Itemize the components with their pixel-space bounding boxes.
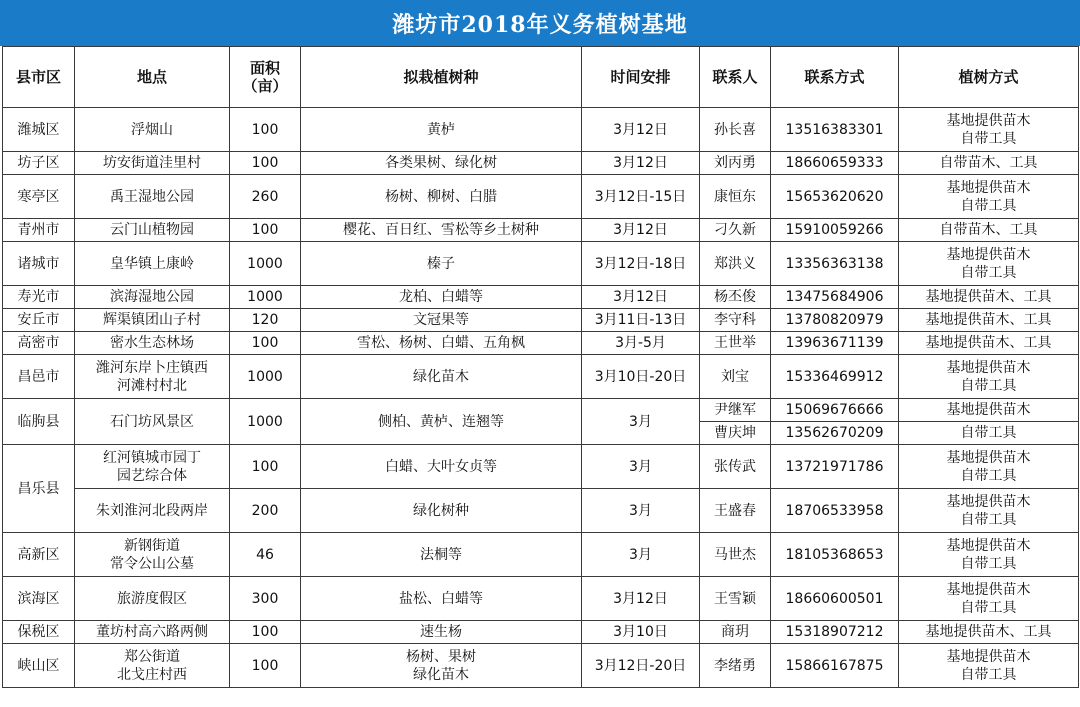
contact-cell: 商玥 [700,621,771,644]
table-row [3,108,1079,152]
county-cell: 昌乐县 [3,445,75,533]
method-cell: 自带苗木、工具 [899,152,1079,175]
planting-base-table [2,46,1079,688]
header-schedule: 时间安排 [582,47,700,108]
species-cell: 速生杨 [301,621,582,644]
header-method: 植树方式 [899,47,1079,108]
header-location: 地点 [75,47,230,108]
method-cell-line: 基地提供苗木 [946,648,1031,665]
method-cell [899,644,1079,688]
location-cell-line: 潍河东岸卜庄镇西 [96,359,208,376]
method-cell: 自带苗木、工具 [899,219,1079,242]
header-county: 县市区 [3,47,75,108]
method-cell-line: 基地提供苗木 [946,537,1031,554]
method-cell-line: 自带工具 [960,377,1017,394]
location-cell-line: 北戈庄村西 [117,666,187,683]
phone-cell: 18660600501 [771,577,899,621]
species-cell: 侧柏、黄栌、连翘等 [301,399,582,445]
method-cell [899,242,1079,286]
location-cell [75,445,230,489]
area-cell: 1000 [230,399,301,445]
phone-cell: 15318907212 [771,621,899,644]
table-row [3,332,1079,355]
contact-cell: 王雪颖 [700,577,771,621]
schedule-cell: 3月 [582,399,700,445]
species-cell: 绿化树种 [301,489,582,533]
schedule-cell: 3月12日-15日 [582,175,700,219]
species-cell: 盐松、白蜡等 [301,577,582,621]
location-cell: 禹王湿地公园 [75,175,230,219]
schedule-cell: 3月 [582,445,700,489]
location-cell-line: 常令公山公墓 [110,555,194,572]
location-cell-line: 河滩村村北 [117,377,187,394]
species-cell: 白蜡、大叶女贞等 [301,445,582,489]
species-cell: 黄栌 [301,108,582,152]
table-row [3,399,1079,422]
method-cell-line: 基地提供苗木 [946,179,1031,196]
species-cell: 杨树、柳树、白腊 [301,175,582,219]
method-cell [899,108,1079,152]
location-cell: 旅游度假区 [75,577,230,621]
method-cell: 基地提供苗木、工具 [899,286,1079,309]
schedule-cell: 3月 [582,533,700,577]
method-cell: 基地提供苗木 [899,399,1079,422]
area-cell: 46 [230,533,301,577]
county-cell: 高密市 [3,332,75,355]
method-cell-line: 基地提供苗木 [946,246,1031,263]
contact-cell: 曹庆坤 [700,422,771,445]
table-row [3,445,1079,489]
schedule-cell: 3月-5月 [582,332,700,355]
area-cell: 100 [230,219,301,242]
location-cell: 董坊村高六路两侧 [75,621,230,644]
phone-cell: 13356363138 [771,242,899,286]
contact-cell: 郑洪义 [700,242,771,286]
header-phone: 联系方式 [771,47,899,108]
location-cell-line: 红河镇城市园丁 [103,449,201,466]
contact-cell: 康恒东 [700,175,771,219]
table-title: 潍坊市2018年义务植树基地 [0,0,1080,46]
species-cell-line: 绿化苗木 [413,666,469,683]
method-cell-line: 基地提供苗木 [946,581,1031,598]
table-row [3,644,1079,688]
contact-cell: 尹继军 [700,399,771,422]
location-cell: 密水生态林场 [75,332,230,355]
location-cell: 坊安街道洼里村 [75,152,230,175]
county-cell: 青州市 [3,219,75,242]
method-cell-line: 基地提供苗木 [946,493,1031,510]
area-cell: 200 [230,489,301,533]
schedule-cell: 3月12日-18日 [582,242,700,286]
method-cell: 基地提供苗木、工具 [899,621,1079,644]
phone-cell: 13475684906 [771,286,899,309]
table-row [3,489,1079,533]
table-row [3,286,1079,309]
method-cell-line: 自带工具 [960,511,1017,528]
method-cell-line: 自带工具 [960,130,1017,147]
area-cell: 100 [230,644,301,688]
county-cell: 昌邑市 [3,355,75,399]
method-cell [899,355,1079,399]
location-cell [75,355,230,399]
schedule-cell: 3月11日-13日 [582,309,700,332]
table-row [3,219,1079,242]
area-cell: 100 [230,445,301,489]
table-row [3,309,1079,332]
header-area-line2: （亩） [242,77,288,95]
location-cell: 朱刘淮河北段两岸 [75,489,230,533]
table-row [3,152,1079,175]
area-cell: 1000 [230,355,301,399]
location-cell: 辉渠镇团山子村 [75,309,230,332]
location-cell-line: 园艺综合体 [117,467,187,484]
location-cell [75,533,230,577]
table-row [3,621,1079,644]
schedule-cell: 3月 [582,489,700,533]
method-cell [899,533,1079,577]
county-cell: 寿光市 [3,286,75,309]
area-cell: 100 [230,621,301,644]
phone-cell: 13721971786 [771,445,899,489]
location-cell: 浮烟山 [75,108,230,152]
species-cell: 樱花、百日红、雪松等乡土树种 [301,219,582,242]
schedule-cell: 3月10日 [582,621,700,644]
location-cell: 石门坊风景区 [75,399,230,445]
header-row [3,47,1079,108]
method-cell-line: 自带工具 [960,467,1017,484]
method-cell: 自带工具 [899,422,1079,445]
species-cell [301,644,582,688]
method-cell [899,175,1079,219]
schedule-cell: 3月12日 [582,286,700,309]
species-cell: 法桐等 [301,533,582,577]
contact-cell: 王盛春 [700,489,771,533]
contact-cell: 杨丕俊 [700,286,771,309]
phone-cell: 15336469912 [771,355,899,399]
county-cell: 安丘市 [3,309,75,332]
table-row [3,577,1079,621]
table-row [3,175,1079,219]
schedule-cell: 3月12日-20日 [582,644,700,688]
county-cell: 峡山区 [3,644,75,688]
contact-cell: 刁久新 [700,219,771,242]
contact-cell: 马世杰 [700,533,771,577]
table-row [3,355,1079,399]
table-body [3,108,1079,688]
header-contact: 联系人 [700,47,771,108]
header-area-line1: 面积 [249,59,280,77]
phone-cell: 18706533958 [771,489,899,533]
location-cell: 滨海湿地公园 [75,286,230,309]
method-cell-line: 自带工具 [960,197,1017,214]
county-cell: 寒亭区 [3,175,75,219]
area-cell: 100 [230,332,301,355]
phone-cell: 13963671139 [771,332,899,355]
method-cell-line: 自带工具 [960,264,1017,281]
method-cell: 基地提供苗木、工具 [899,332,1079,355]
method-cell-line: 自带工具 [960,555,1017,572]
area-cell: 260 [230,175,301,219]
area-cell: 100 [230,152,301,175]
table-row [3,242,1079,286]
contact-cell: 李守科 [700,309,771,332]
contact-cell: 张传武 [700,445,771,489]
schedule-cell: 3月12日 [582,219,700,242]
area-cell: 120 [230,309,301,332]
method-cell [899,577,1079,621]
location-cell-line: 新钢街道 [124,537,180,554]
method-cell [899,489,1079,533]
area-cell: 300 [230,577,301,621]
header-species: 拟栽植树种 [301,47,582,108]
method-cell-line: 基地提供苗木 [946,359,1031,376]
phone-cell: 15653620620 [771,175,899,219]
contact-cell: 李绪勇 [700,644,771,688]
table-row [3,533,1079,577]
location-cell: 云门山植物园 [75,219,230,242]
species-cell: 榛子 [301,242,582,286]
phone-cell: 18105368653 [771,533,899,577]
phone-cell: 15866167875 [771,644,899,688]
location-cell [75,644,230,688]
location-cell: 皇华镇上康岭 [75,242,230,286]
method-cell: 基地提供苗木、工具 [899,309,1079,332]
schedule-cell: 3月12日 [582,577,700,621]
header-area [230,47,301,108]
county-cell: 高新区 [3,533,75,577]
county-cell: 潍城区 [3,108,75,152]
method-cell-line: 自带工具 [960,666,1017,683]
species-cell: 龙柏、白蜡等 [301,286,582,309]
phone-cell: 13780820979 [771,309,899,332]
species-cell-line: 杨树、果树 [406,648,476,665]
schedule-cell: 3月12日 [582,152,700,175]
species-cell: 绿化苗木 [301,355,582,399]
schedule-cell: 3月12日 [582,108,700,152]
area-cell: 1000 [230,286,301,309]
method-cell-line: 基地提供苗木 [946,449,1031,466]
contact-cell: 刘宝 [700,355,771,399]
phone-cell: 13516383301 [771,108,899,152]
method-cell-line: 自带工具 [960,599,1017,616]
contact-cell: 刘丙勇 [700,152,771,175]
method-cell [899,445,1079,489]
location-cell-line: 郑公街道 [124,648,180,665]
area-cell: 100 [230,108,301,152]
method-cell-line: 基地提供苗木 [946,112,1031,129]
phone-cell: 15069676666 [771,399,899,422]
area-cell: 1000 [230,242,301,286]
county-cell: 临朐县 [3,399,75,445]
schedule-cell: 3月10日-20日 [582,355,700,399]
species-cell: 各类果树、绿化树 [301,152,582,175]
contact-cell: 王世举 [700,332,771,355]
phone-cell: 15910059266 [771,219,899,242]
contact-cell: 孙长喜 [700,108,771,152]
phone-cell: 18660659333 [771,152,899,175]
county-cell: 诸城市 [3,242,75,286]
county-cell: 滨海区 [3,577,75,621]
species-cell: 文冠果等 [301,309,582,332]
county-cell: 坊子区 [3,152,75,175]
species-cell: 雪松、杨树、白蜡、五角枫 [301,332,582,355]
county-cell: 保税区 [3,621,75,644]
phone-cell: 13562670209 [771,422,899,445]
